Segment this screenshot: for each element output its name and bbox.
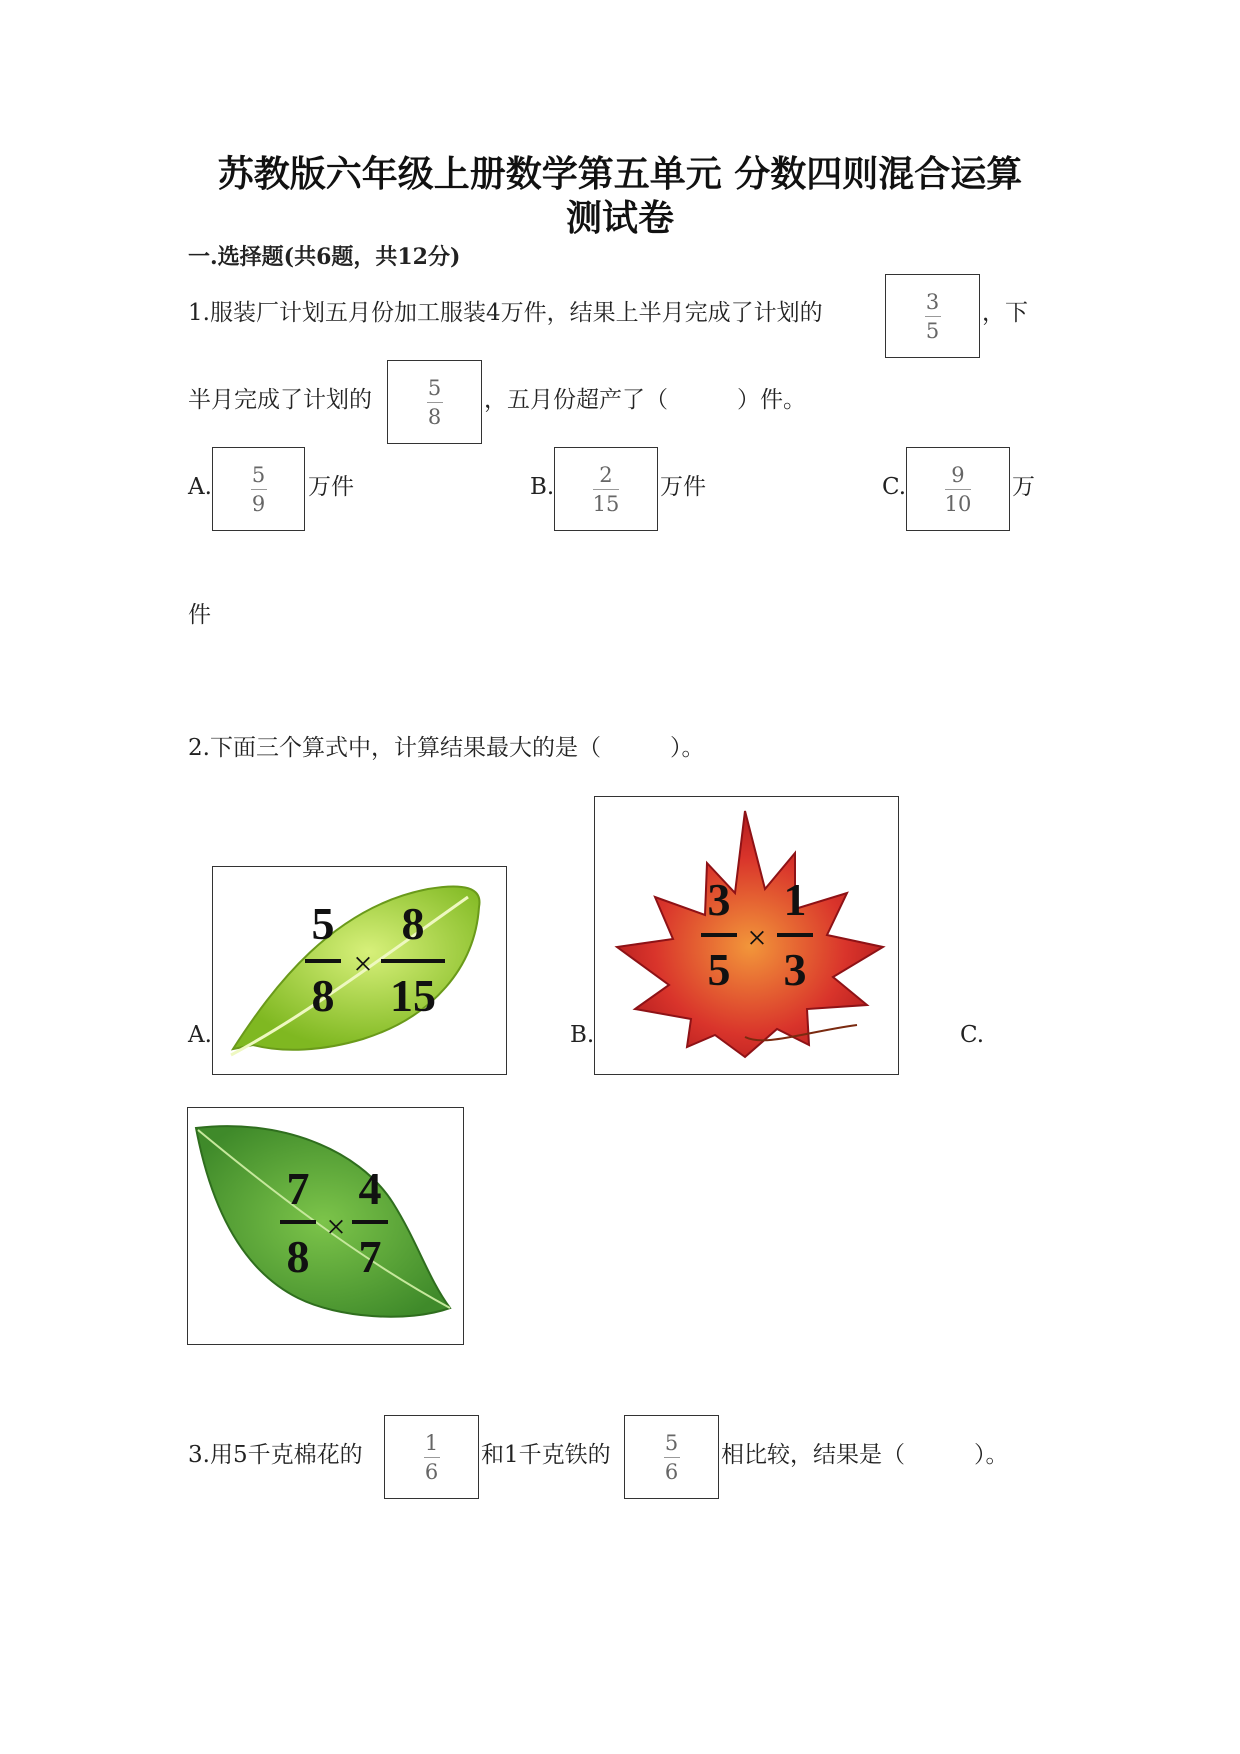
q2-option-a-image[interactable]: [212, 866, 507, 1075]
q2b-d2: 3: [783, 944, 807, 995]
q1-frac1-num: 3: [925, 289, 940, 314]
q1-option-b-letter: B.: [530, 474, 555, 500]
q2c-n1: 7: [286, 1163, 310, 1214]
q1-option-c-unit-wrap: 件: [188, 602, 211, 628]
q3-text-b: 和1千克铁的: [481, 1442, 611, 1468]
q1-option-a-num: 5: [251, 462, 266, 487]
q1-option-a-den: 9: [251, 491, 266, 516]
q2-text: 2.下面三个算式中，计算结果最大的是（ ）。: [188, 735, 705, 761]
q1-frac2-num: 5: [427, 375, 442, 400]
q3-frac1-num: 1: [424, 1430, 439, 1455]
q1-option-c-fraction[interactable]: [906, 447, 1010, 531]
q1-option-b-unit: 万件: [660, 474, 706, 500]
q1-text-a: 1.服装厂计划五月份加工服装4万件，结果上半月完成了计划的: [188, 300, 823, 326]
q2-option-b-image[interactable]: [594, 796, 899, 1075]
q2b-d1: 5: [707, 944, 731, 995]
q3-frac2-den: 6: [664, 1459, 679, 1484]
q3-frac2-num: 5: [664, 1430, 679, 1455]
q1-text-d: ，五月份超产了（ ）件。: [484, 387, 806, 413]
q1-option-c-num: 9: [951, 462, 965, 487]
page-title-line-2: 测试卷: [565, 197, 674, 239]
q2-option-a-letter: A.: [188, 1022, 212, 1048]
q2b-n2: 1: [783, 874, 807, 925]
q1-frac1-den: 5: [925, 318, 940, 343]
q2c-op: ×: [326, 1209, 346, 1246]
q2a-n1: 5: [311, 898, 335, 949]
q1-option-b-fraction[interactable]: [554, 447, 658, 531]
q2b-op: ×: [747, 920, 767, 957]
q1-option-a-letter: A.: [188, 474, 212, 500]
q2c-d2: 7: [358, 1231, 382, 1282]
q2a-d2: 15: [390, 970, 436, 1021]
q1-frac2-den: 8: [427, 404, 442, 429]
q2a-op: ×: [353, 946, 373, 983]
q2-option-c-image[interactable]: [187, 1107, 464, 1345]
q2b-n1: 3: [707, 874, 731, 925]
q1-option-b-den: 15: [592, 491, 620, 516]
q2-option-b-letter: B.: [570, 1022, 595, 1048]
q1-option-a-unit: 万件: [308, 474, 354, 500]
q1-option-b-num: 2: [599, 462, 613, 487]
section-heading: 一.选择题(共6题，共12分): [188, 244, 461, 270]
q2a-n2: 8: [401, 898, 425, 949]
q2c-n2: 4: [358, 1163, 382, 1214]
q3-text-a: 3.用5千克棉花的: [188, 1442, 363, 1468]
q3-fraction-1: [384, 1415, 479, 1499]
q1-option-c-den: 10: [944, 491, 972, 516]
q3-text-c: 相比较，结果是（ ）。: [721, 1442, 1009, 1468]
q1-text-c: 半月完成了计划的: [188, 387, 372, 413]
page-title-line-1: 苏教版六年级上册数学第五单元 分数四则混合运算: [217, 153, 1023, 195]
q1-fraction-1: [885, 274, 980, 358]
q3-fraction-2: [624, 1415, 719, 1499]
q1-fraction-2: [387, 360, 482, 444]
q1-option-c-letter: C.: [882, 474, 907, 500]
q1-option-c-unit: 万: [1012, 474, 1035, 500]
q1-text-b: ，下: [982, 300, 1028, 326]
leaf-c-shape: [196, 1126, 450, 1317]
q2c-d1: 8: [286, 1231, 310, 1282]
q1-option-a-fraction[interactable]: [212, 447, 305, 531]
q2-option-c-letter: C.: [960, 1022, 985, 1048]
q2a-d1: 8: [311, 970, 335, 1021]
q3-frac1-den: 6: [424, 1459, 439, 1484]
